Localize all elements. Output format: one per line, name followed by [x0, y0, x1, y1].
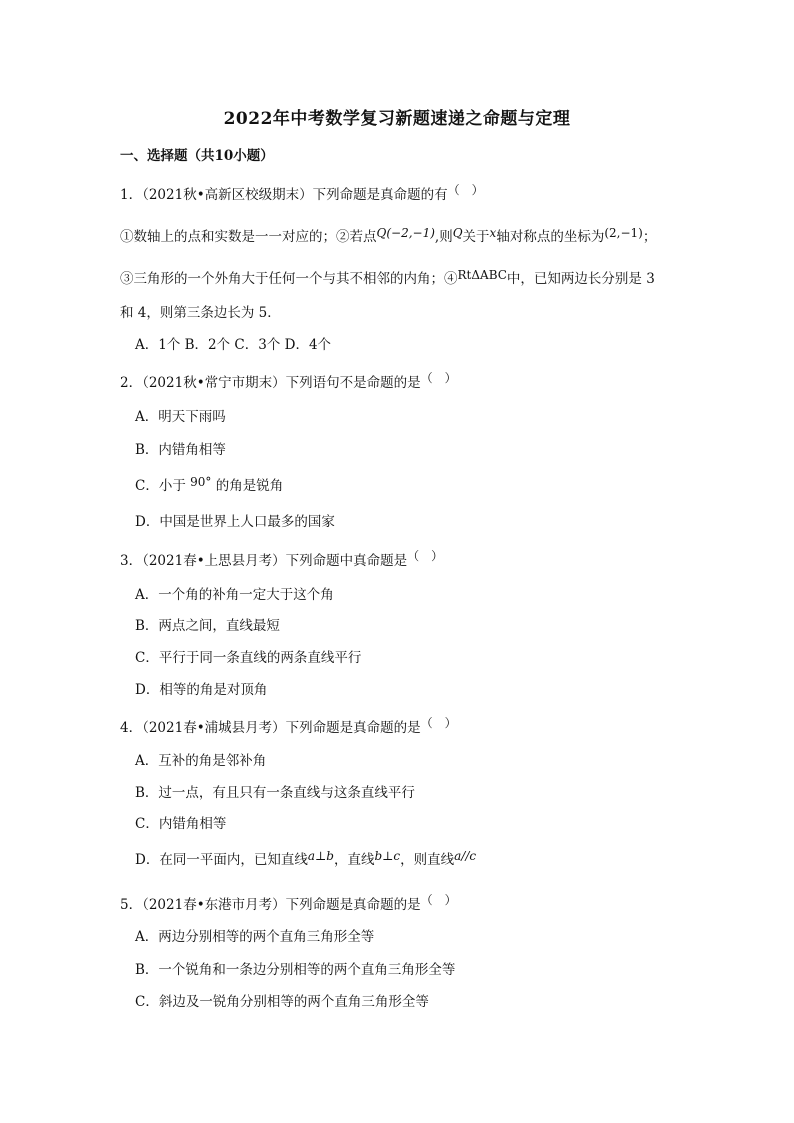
option-c [135, 474, 283, 494]
question-source: （2021春•东港市月考） [142, 897, 286, 913]
option-text: D．在同一平面内，已知直线 [135, 852, 308, 868]
option-c: C．平行于同一条直线的两条直线平行 [135, 650, 362, 666]
math-expression: Q(−2,−1) [376, 226, 435, 240]
question-1-options: A．1个 B．2个 C．3个 D．4个 [135, 337, 332, 353]
question-3: 3．（2021春•上思县月考）下列命题中真命题是（ ） [120, 549, 444, 569]
body-text: ①数轴上的点和实数是一一对应的；②若点 [120, 229, 377, 245]
answer-paren: （ ） [420, 893, 457, 907]
body-text: ； [642, 229, 657, 245]
body-text: 中，已知两边长分别是 3 [506, 271, 655, 287]
page-title: 2022年中考数学复习新题速递之命题与定理 [223, 109, 571, 129]
option-text: ，直线 [333, 852, 375, 868]
question-source: （2021秋•常宁市期末） [142, 375, 286, 391]
body-text: ③三角形的一个外角大于任何一个与其不相邻的内角；④ [120, 271, 458, 287]
option-b: B．过一点，有且只有一条直线与这条直线平行 [135, 785, 415, 801]
math-expression: RtΔABC [457, 268, 507, 282]
option-b: B．两点之间，直线最短 [135, 618, 280, 634]
question-number: 5 [120, 897, 129, 913]
math-expression: b⊥c [374, 849, 401, 863]
body-text: 关于 [462, 229, 490, 245]
question-stem: 下列命题是真命题的是 [285, 720, 421, 736]
option-text: 的角是锐角 [215, 478, 284, 494]
question-number: 2 [120, 375, 129, 391]
math-expression: (2,−1) [604, 226, 643, 240]
answer-paren: （ ） [447, 183, 484, 197]
question-stem: 下列语句不是命题的是 [285, 375, 421, 391]
option-c: C．斜边及一锐角分别相等的两个直角三角形全等 [135, 994, 429, 1010]
question-number: 3 [120, 553, 129, 569]
question-number: 4 [120, 720, 129, 736]
math-expression: a⊥b [307, 849, 334, 863]
option-a: A．两边分别相等的两个直角三角形全等 [135, 929, 375, 945]
question-stem: 下列命题是真命题的有 [312, 187, 448, 203]
body-text: ,则 [434, 229, 453, 245]
answer-paren: （ ） [407, 549, 444, 563]
question-1-body-line-1 [120, 225, 656, 245]
question-stem: 下列命题是真命题的是 [285, 897, 421, 913]
option-b: B．内错角相等 [135, 442, 226, 458]
answer-paren: （ ） [420, 371, 457, 385]
math-expression: 90° [190, 475, 212, 489]
question-source: （2021秋•高新区校级期末） [142, 187, 313, 203]
option-d: D．中国是世界上人口最多的国家 [135, 514, 335, 530]
question-5: 5．（2021春•东港市月考）下列命题是真命题的是（ ） [120, 893, 457, 913]
question-source: （2021春•浦城县月考） [142, 720, 286, 736]
question-stem: 下列命题中真命题是 [285, 553, 408, 569]
option-b: B．一个锐角和一条边分别相等的两个直角三角形全等 [135, 962, 456, 978]
option-d: D．相等的角是对顶角 [135, 682, 268, 698]
math-expression: Q [452, 226, 463, 240]
question-source: （2021春•上思县月考） [142, 553, 286, 569]
body-text: 轴对称点的坐标为 [496, 229, 605, 245]
option-c: C．内错角相等 [135, 816, 227, 832]
question-number: 1 [120, 187, 129, 203]
option-a: A．一个角的补角一定大于这个角 [135, 587, 334, 603]
question-4: 4．（2021春•浦城县月考）下列命题是真命题的是（ ） [120, 716, 457, 736]
section-heading: 一、选择题（共10小题） [120, 148, 274, 164]
math-expression: x [489, 226, 497, 240]
option-text: ，则直线 [400, 852, 455, 868]
option-d [135, 848, 476, 868]
question-1: 1．（2021秋•高新区校级期末）下列命题是真命题的有（ ） [120, 183, 484, 203]
option-a: A．明天下雨吗 [135, 409, 226, 425]
question-2: 2．（2021秋•常宁市期末）下列语句不是命题的是（ ） [120, 371, 457, 391]
question-1-body-line-3: 和 4，则第三条边长为 5． [120, 305, 281, 321]
option-text: C．小于 [135, 478, 186, 494]
option-a: A．互补的角是邻补角 [135, 753, 267, 769]
math-expression: a//c [454, 849, 477, 863]
answer-paren: （ ） [420, 716, 457, 730]
question-1-body-line-2 [120, 267, 655, 287]
